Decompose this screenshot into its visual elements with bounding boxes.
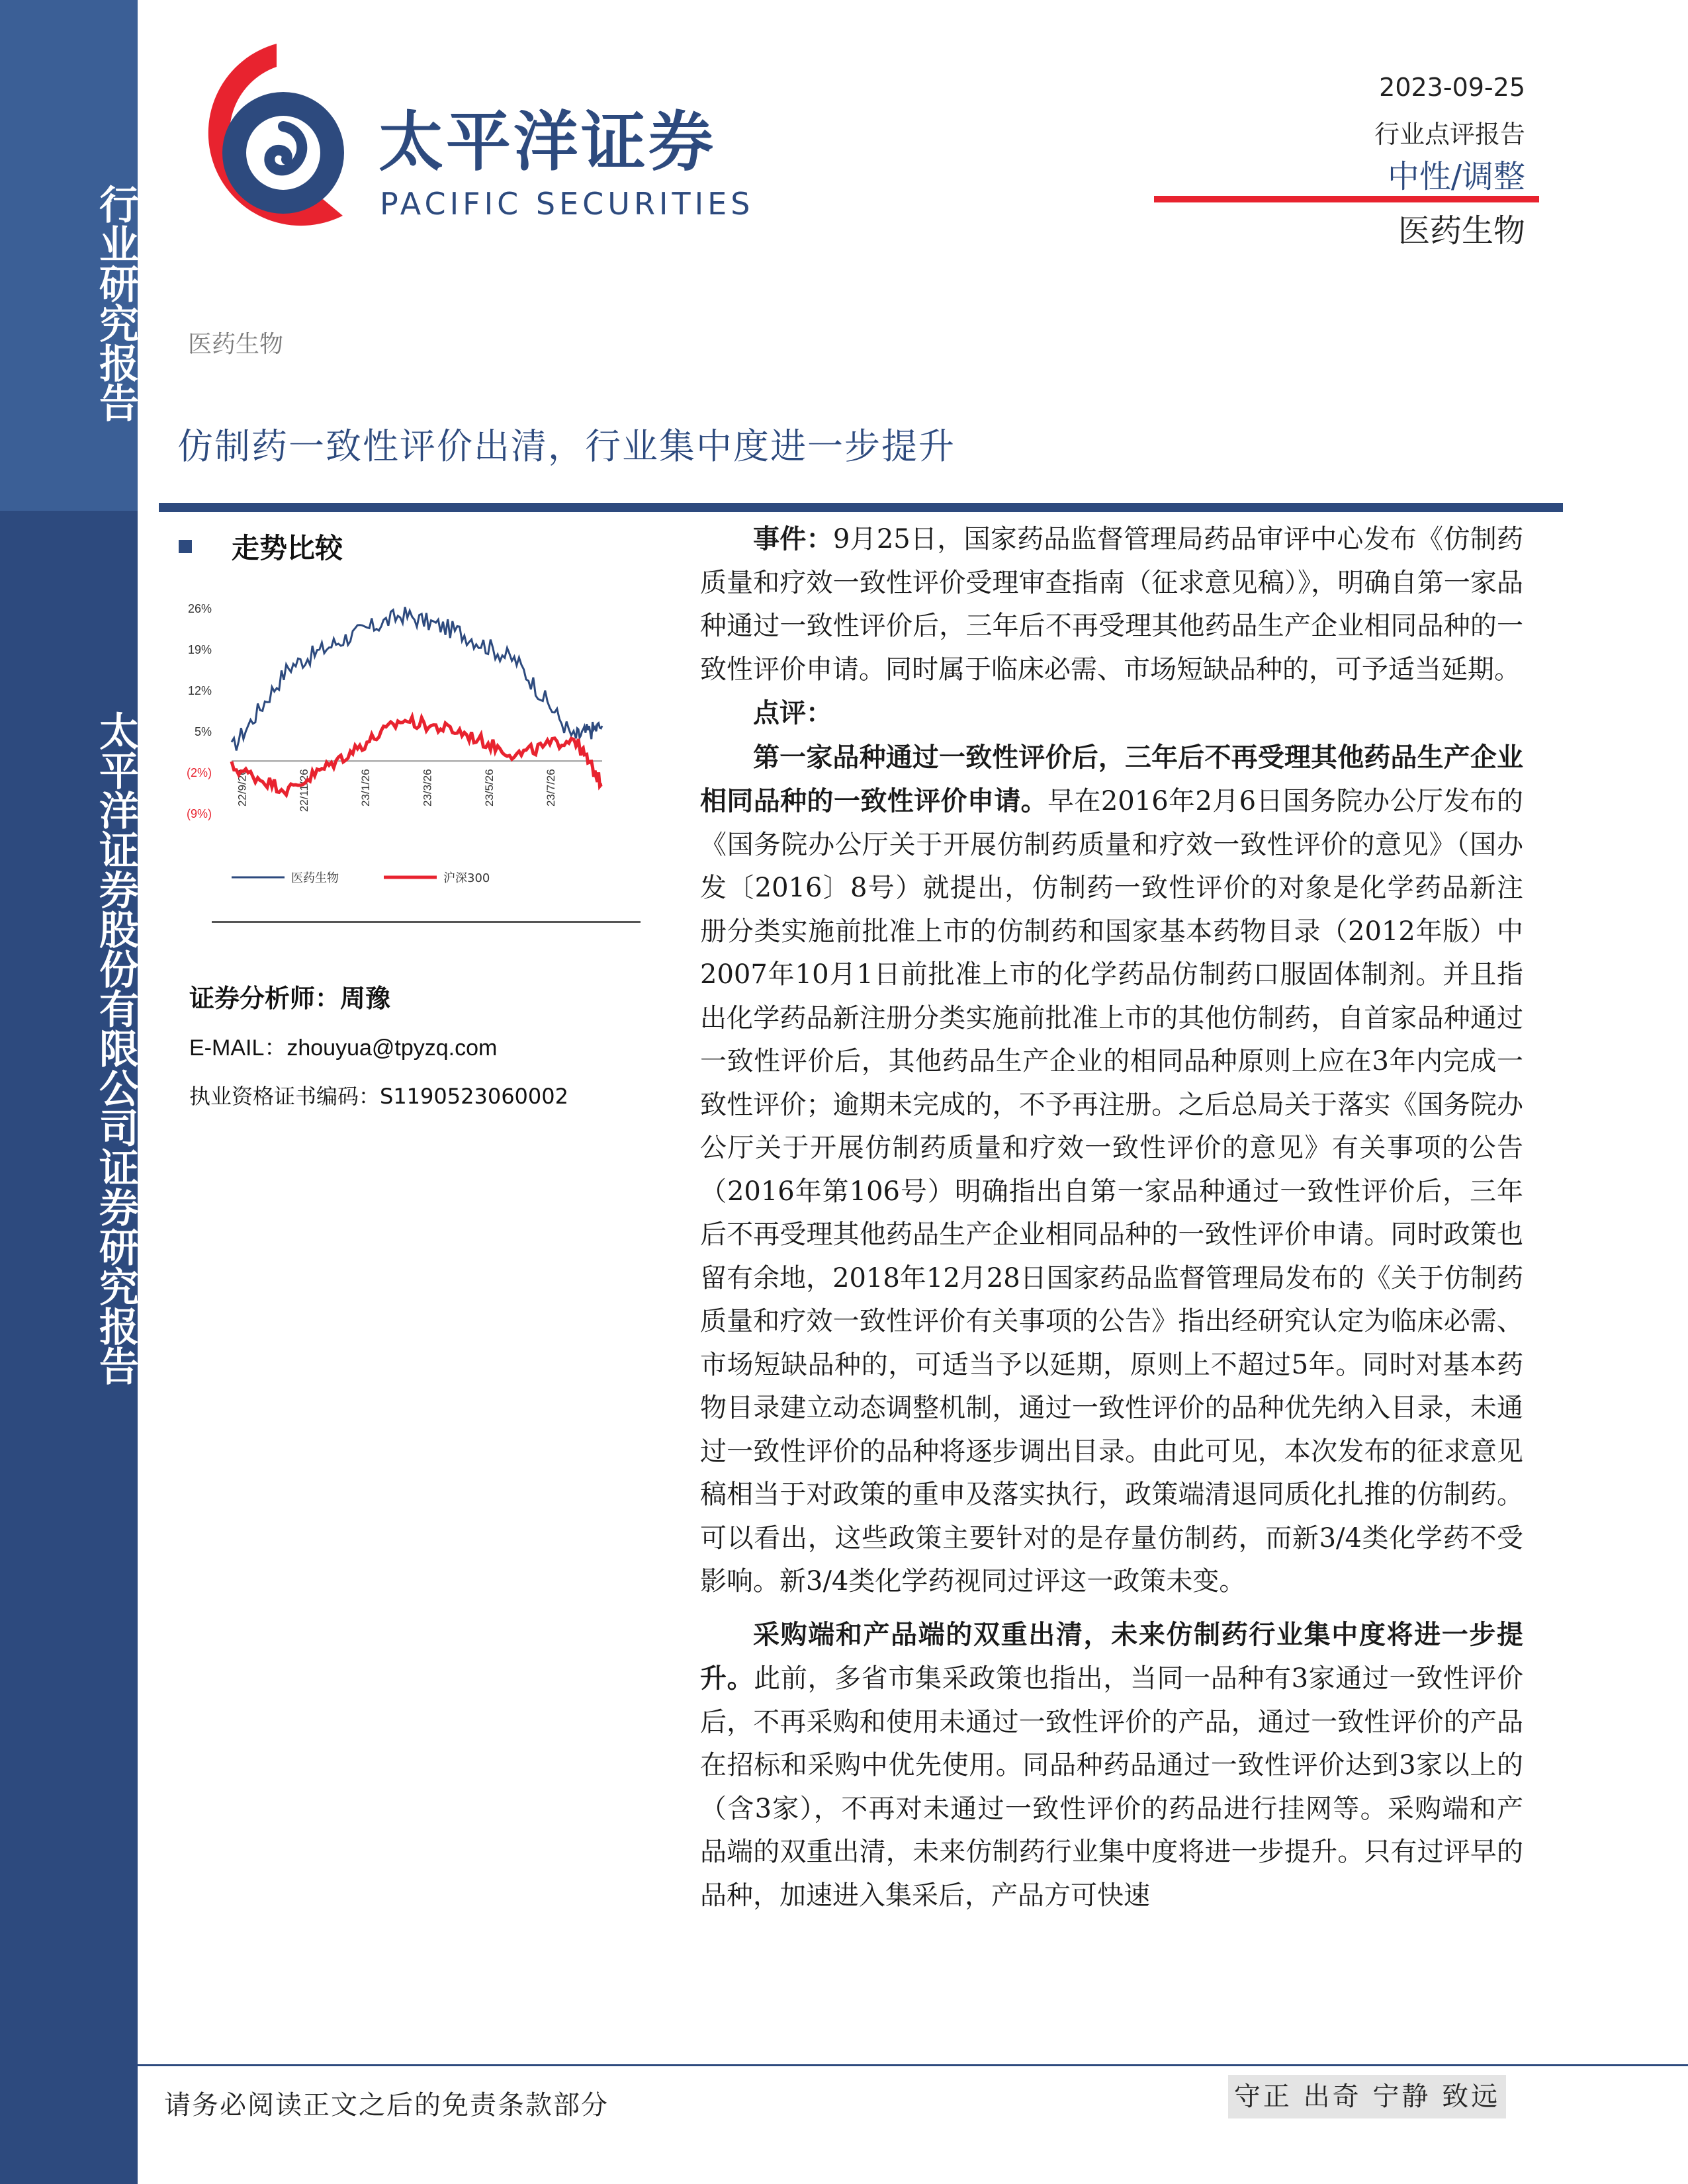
brand-name-en: PACIFIC SECURITIES <box>380 186 754 222</box>
y-tick-label: (9%) <box>186 807 212 820</box>
footer-disclaimer: 请务必阅读正文之后的免责条款部分 <box>164 2090 609 2120</box>
paragraph-comment-label <box>700 691 1523 736</box>
sector-tag: 医药生物 <box>188 331 284 358</box>
x-tick-label: 22/11/26 <box>297 769 310 812</box>
y-tick-label: 12% <box>187 684 212 697</box>
chart-bottom-rule <box>212 921 641 923</box>
legend-label: 医药生物 <box>291 871 339 885</box>
y-tick-label: 26% <box>187 602 212 615</box>
y-tick-label: 5% <box>194 725 212 738</box>
brand-name-cn: 太平洋证券 <box>378 105 717 180</box>
title-divider <box>159 503 1563 512</box>
report-type: 行业点评报告 <box>1374 120 1525 149</box>
event-text: 9月25日，国家药品监督管理局药品审评中心发布《仿制药质量和疗效一致性评价受理审查指南（征求意见稿）》，明确自第一家品种通过一致性评价后，三年后不再受理其他药品生产企业相同品种的一致性评价申请。同时属于临床必需、市场短缺品种的，可予适当延期。 <box>700 524 1523 685</box>
analyst-name: 证券分析师：周豫 <box>189 984 391 1013</box>
sidebar-bottom-band <box>0 511 138 2184</box>
sidebar-top-band <box>0 0 138 511</box>
x-tick-label: 23/5/26 <box>482 769 496 807</box>
trend-section-heading: 走势比较 <box>232 532 343 564</box>
sidebar-report-label: 行业研究报告 <box>93 184 139 422</box>
footer-motto: 守正 出奇 宁静 致远 <box>1228 2075 1506 2118</box>
trend-chart <box>179 589 642 900</box>
header-red-rule <box>1154 196 1539 202</box>
footer-divider <box>138 2064 1688 2066</box>
industry-rating: 中性/调整 <box>1387 158 1525 195</box>
brand-logo-icon <box>177 37 363 249</box>
x-tick-label: 23/3/26 <box>421 769 434 807</box>
event-label: 事件： <box>753 523 833 554</box>
report-sector: 医药生物 <box>1398 212 1525 249</box>
report-date: 2023-09-25 <box>1379 73 1525 102</box>
analyst-email: E-MAIL：zhouyua@tpyzq.com <box>189 1035 498 1061</box>
y-tick-label: (2%) <box>186 766 212 779</box>
point-1-text: 早在2016年2月6日国务院办公厅发布的《国务院办公厅关于开展仿制药质量和疗效一致性评价的意见》（国办发〔2016〕8号）就提出，仿制药一致性评价的对象是化学药品新注册分类实施前批准上市的仿制药和国家基本药物目录（2012年版）中2007年10月1日前批准上市的化学药品仿制药口服固体制剂。并且指出化学药品新注册分类实施前批准上市的其他仿制药，自首家品种通过一致性评价后，其他药品生产企业的相同品种原则上应在3年内完成一致性评价；逾期未完成的，不予再注册。之后总局关于落实《国务院办公厅关于开展仿制药质量和疗效一致性评价的意见》有关事项的公告（2016年第106号）明确指出自第一家品种通过一致性评价后，三年后不再受理其他药品生产企业相同品种的一致性评价申请。同时政策也留有余地，2018年12月28日国家药品监督管理局发布的《关于仿制药质量和疗效一致性评价有关事项的公告》指出经研究认定为临床必需、市场短缺品种的，可适当予以延期，原则上不超过5年。同时对基本药物目录建立动态调整机制，通过一致性评价的品种优先纳入目录，未通过一致性评价的品种将逐步调出目录。由此可见，本次发布的征求意见稿相当于对政策的重申及落实执行，政策端清退同质化扎推的仿制药。可以看出，这些政策主要针对的是存量仿制药，而新3/4类化学药不受影响。新3/4类化学药视同过评这一政策未变。 <box>700 786 1524 1596</box>
x-tick-label: 23/7/26 <box>545 769 558 807</box>
analyst-cert: 执业资格证书编码：S1190523060002 <box>189 1084 568 1109</box>
point-2-heading: 采购端和产品端的双重出清，未来仿制药行业集中度将进一步提升。 <box>700 1618 1523 1694</box>
paragraph-point-1 <box>700 736 1523 1604</box>
section-bullet-icon <box>179 540 192 553</box>
point-1-heading: 第一家品种通过一致性评价后，三年后不再受理其他药品生产企业相同品种的一致性评价申请。 <box>700 741 1523 816</box>
sidebar-company-label: 太平洋证券股份有限公司证券研究报告 <box>93 711 139 1385</box>
page-title: 仿制药一致性评价出清，行业集中度进一步提升 <box>177 425 955 467</box>
x-tick-label: 23/1/26 <box>359 769 373 807</box>
comment-label: 点评： <box>753 697 832 728</box>
y-tick-label: 19% <box>187 643 212 656</box>
x-tick-label: 22/9/26 <box>236 769 249 807</box>
paragraph-point-2 <box>700 1613 1523 1918</box>
report-body <box>700 517 1523 1917</box>
paragraph-event <box>700 517 1523 691</box>
point-2-text: 此前，多省市集采政策也指出，当同一品种有3家通过一致性评价后，不再采购和使用未通过一致性评价的产品，通过一致性评价的产品在招标和采购中优先使用。同品种药品通过一致性评价达到3家以上的（含3家），不再对未通过一致性评价的药品进行挂网等。采购端和产品端的双重出清，未来仿制药行业集中度将进一步提升。只有过评早的品种，加速进入集采后，产品方可快速 <box>700 1663 1524 1911</box>
legend-label: 沪深300 <box>443 871 490 885</box>
